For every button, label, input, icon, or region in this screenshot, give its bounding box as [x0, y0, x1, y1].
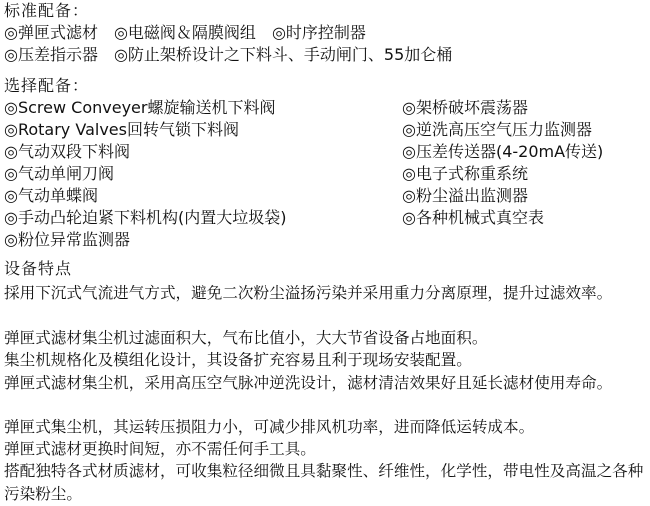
optional-title: 选择配备： [4, 76, 90, 95]
optional-left-item: ◎Rotary Valves回转气锁下料阀 [4, 120, 239, 139]
feature-item: 弹匣式集尘机，其运转压损阻力小，可减少排风机功率，进而降低运转成本。 [4, 418, 535, 436]
optional-right-item: ◎架桥破坏震荡器 [402, 98, 528, 117]
optional-left-item: ◎气动单闸刀阀 [4, 164, 114, 183]
feature-item: 搭配独特各式材质滤材，可收集粒径细微且具黏聚性、纤维性，化学性，带电性及高温之各种污染粉尘。 [4, 462, 644, 503]
standard-item: ◎电磁阀＆隔膜阀组 [113, 23, 256, 42]
optional-right-item: ◎电子式称重系统 [402, 164, 528, 183]
feature-item: 弹匣式滤材更换时间短，亦不需任何手工具。 [4, 440, 316, 458]
standard-item: ◎防止架桥设计之下料斗、手动闸门、55加仑桶 [113, 45, 453, 64]
feature-item: 集尘机规格化及模组化设计，其设备扩充容易且利于现场安装配置。 [4, 351, 472, 369]
features-title: 设备特点 [4, 259, 73, 278]
standard-row-2 [4, 44, 452, 66]
optional-right-item: ◎压差传送器(4-20mA传送) [402, 142, 604, 161]
standard-item: ◎时序控制器 [271, 23, 366, 42]
standard-row-1 [4, 22, 366, 44]
optional-left-item: ◎粉位异常监测器 [4, 230, 130, 249]
feature-item: 弹匣式滤材集尘机过滤面积大，气布比值小，大大节省设备占地面积。 [4, 329, 488, 347]
standard-item: ◎压差指示器 [4, 45, 98, 64]
optional-left-item: ◎气动双段下料阀 [4, 142, 130, 161]
standard-title: 标准配备： [4, 1, 90, 20]
optional-right-item: ◎各种机械式真空表 [402, 208, 544, 227]
optional-right-item: ◎粉尘溢出监测器 [402, 186, 528, 205]
optional-left-item: ◎气动单蝶阀 [4, 186, 98, 205]
optional-left-item: ◎手动凸轮迫紧下料机构(内置大垃圾袋) [4, 208, 287, 227]
standard-item: ◎弹匣式滤材 [4, 23, 98, 42]
feature-item: 採用下沉式气流进气方式，避免二次粉尘溢扬污染并采用重力分离原理，提升过滤效率。 [4, 284, 613, 302]
optional-right-item: ◎逆洗高压空气压力监测器 [402, 120, 592, 139]
optional-left-item: ◎Screw Conveyer螺旋输送机下料阀 [4, 98, 276, 117]
feature-item: 弹匣式滤材集尘机，采用高压空气脉冲逆洗设计，滤材清洁效果好且延长滤材使用寿命。 [4, 374, 613, 392]
